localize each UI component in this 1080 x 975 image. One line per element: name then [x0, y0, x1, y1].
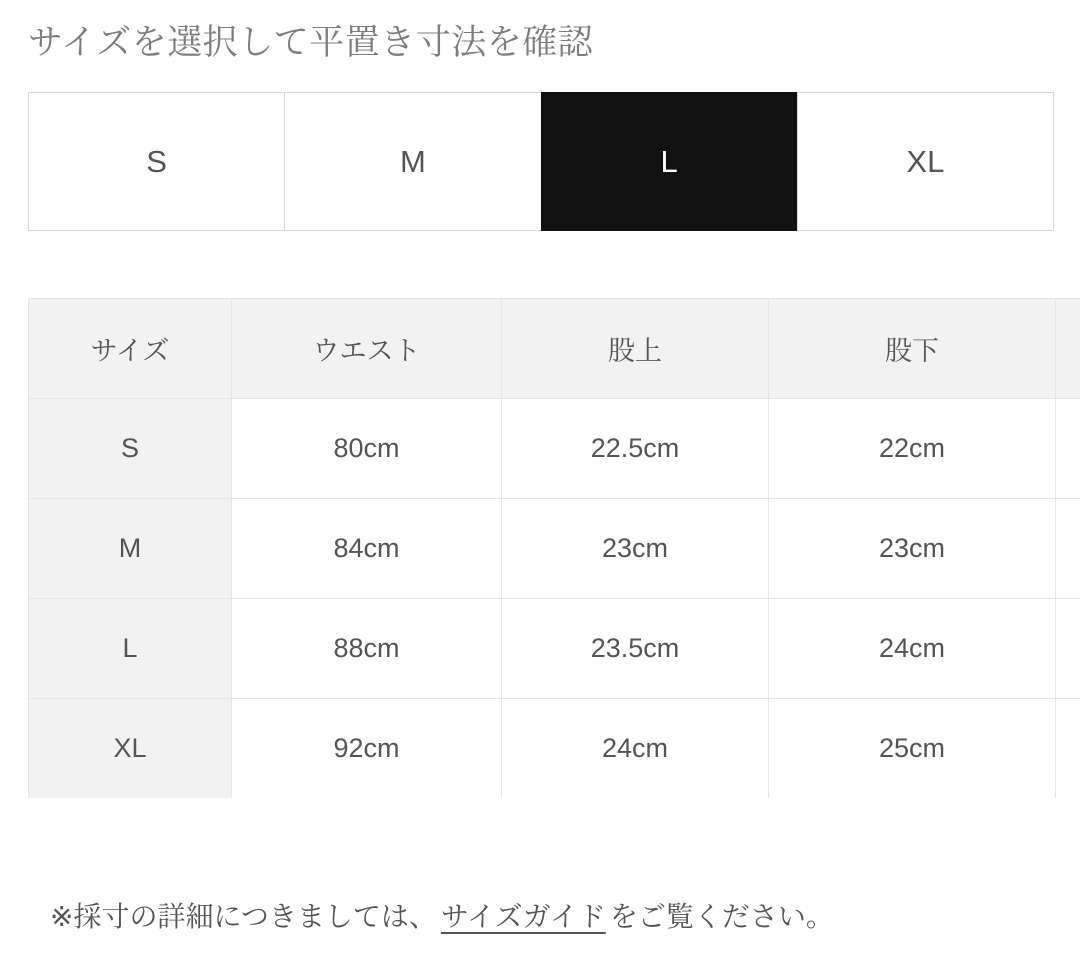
- column-header-rise: 股上: [502, 299, 769, 399]
- cell-extra: [1056, 399, 1080, 499]
- cell-inseam: 25cm: [769, 699, 1056, 799]
- footnote: [50, 895, 834, 935]
- cell-size: S: [29, 399, 232, 499]
- cell-size: L: [29, 599, 232, 699]
- cell-waist: 92cm: [232, 699, 502, 799]
- table-row: [29, 399, 1080, 499]
- measurement-table-container: [28, 298, 1080, 798]
- cell-extra: [1056, 599, 1080, 699]
- cell-size: M: [29, 499, 232, 599]
- cell-size: XL: [29, 699, 232, 799]
- cell-extra: [1056, 699, 1080, 799]
- cell-inseam: 24cm: [769, 599, 1056, 699]
- footnote-prefix: ※採寸の詳細につきましては、: [50, 901, 437, 932]
- size-option-m[interactable]: M: [284, 92, 540, 231]
- size-guide-link[interactable]: サイズガイド: [440, 901, 606, 932]
- size-option-s[interactable]: S: [28, 92, 284, 231]
- cell-rise: 22.5cm: [502, 399, 769, 499]
- size-option-xl[interactable]: XL: [797, 92, 1054, 231]
- size-option-l[interactable]: L: [541, 92, 797, 231]
- cell-waist: 84cm: [232, 499, 502, 599]
- cell-rise: 23.5cm: [502, 599, 769, 699]
- column-header-inseam: 股下: [769, 299, 1056, 399]
- cell-rise: 24cm: [502, 699, 769, 799]
- cell-inseam: 23cm: [769, 499, 1056, 599]
- table-header: [29, 299, 1080, 399]
- column-header-waist: ウエスト: [232, 299, 502, 399]
- cell-waist: 80cm: [232, 399, 502, 499]
- table-header-row: [29, 299, 1080, 399]
- column-header-extra: [1056, 299, 1080, 399]
- table-row: [29, 599, 1080, 699]
- cell-inseam: 22cm: [769, 399, 1056, 499]
- cell-waist: 88cm: [232, 599, 502, 699]
- cell-extra: [1056, 499, 1080, 599]
- column-header-size: サイズ: [29, 299, 232, 399]
- footnote-suffix: をご覧ください。: [609, 901, 834, 932]
- size-selector[interactable]: [28, 92, 1054, 231]
- cell-rise: 23cm: [502, 499, 769, 599]
- table-body: [29, 399, 1080, 799]
- measurement-table: [28, 298, 1080, 798]
- table-row: [29, 699, 1080, 799]
- table-row: [29, 499, 1080, 599]
- page-title: サイズを選択して平置き寸法を確認: [28, 23, 594, 62]
